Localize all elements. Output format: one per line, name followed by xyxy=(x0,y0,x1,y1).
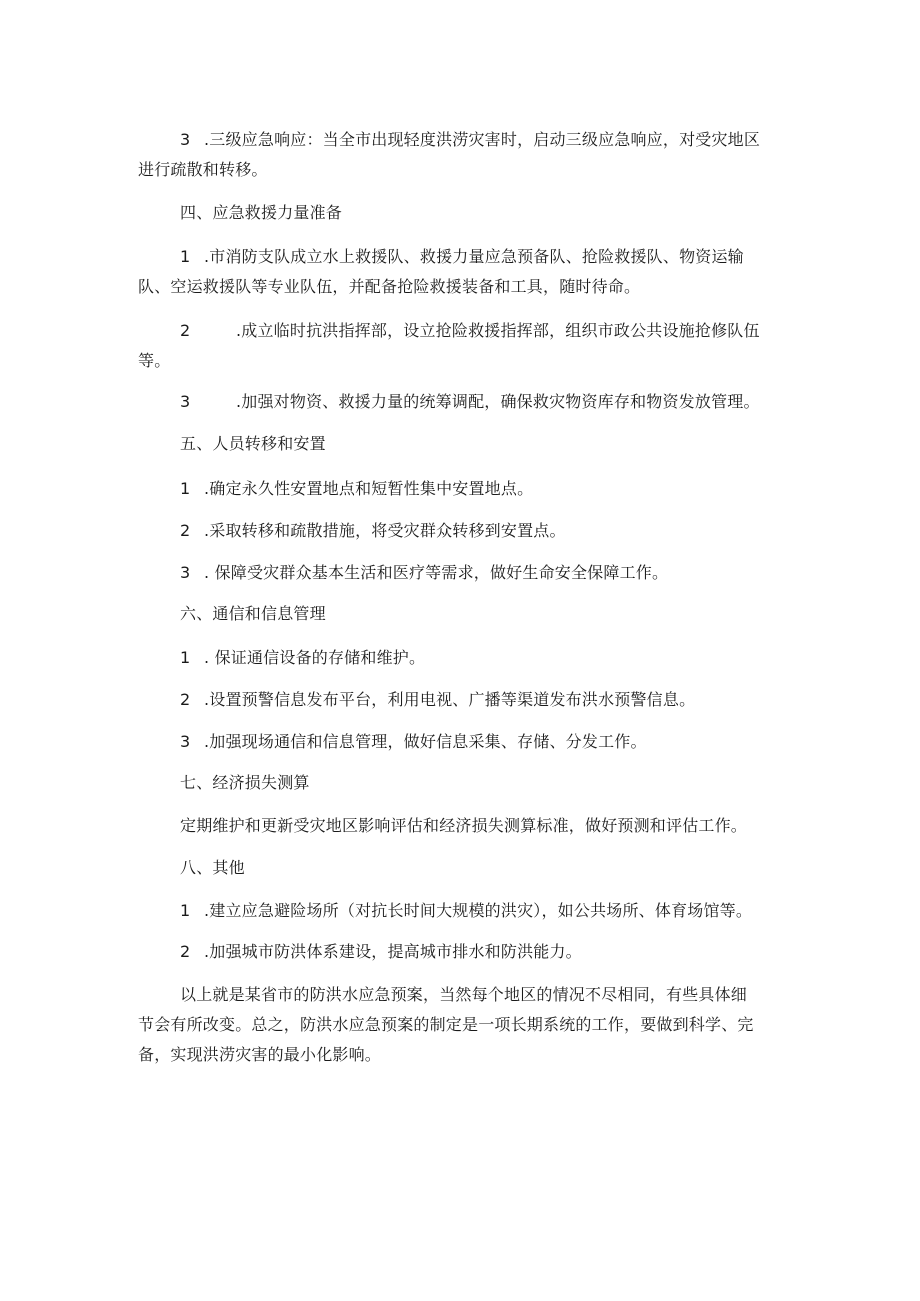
section-4-item-3 xyxy=(180,392,800,412)
section-5-item-3 xyxy=(180,563,800,583)
section-8-item-1 xyxy=(180,901,800,921)
section-6-item-3 xyxy=(180,732,800,752)
section-4-item-1-cont: 队、空运救援队等专业队伍，并配备抢险救援装备和工具，随时待命。 xyxy=(138,277,641,296)
section-4-heading: 四、应急救援力量准备 xyxy=(180,203,343,222)
item-number: 1 xyxy=(180,479,191,498)
section-7-paragraph: 定期维护和更新受灾地区影响评估和经济损失测算标准，做好预测和评估工作。 xyxy=(180,816,748,835)
item-number: 3 xyxy=(180,732,191,751)
item-text: .设置预警信息发布平台，利用电视、广播等渠道发布洪水预警信息。 xyxy=(204,690,696,709)
section-6-item-2 xyxy=(180,690,800,710)
section-5-heading: 五、人员转移和安置 xyxy=(180,434,326,453)
section-6-heading: 六、通信和信息管理 xyxy=(180,604,326,623)
item-text: .成立临时抗洪指挥部，设立抢险救援指挥部，组织市政公共设施抢修队伍 xyxy=(236,321,760,340)
item-number: 1 xyxy=(180,901,191,920)
item-text: .建立应急避险场所（对抗长时间大规模的洪灾），如公共场所、体育场馆等。 xyxy=(204,901,753,920)
item-text: .确定永久性安置地点和短暂性集中安置地点。 xyxy=(204,479,534,498)
section-4-item-2-cont: 等。 xyxy=(138,351,171,370)
item-text: .加强对物资、救援力量的统筹调配，确保救灾物资库存和物资发放管理。 xyxy=(236,392,760,411)
section-6-item-1 xyxy=(180,648,800,668)
section-5-item-2 xyxy=(180,521,800,541)
item-text: .市消防支队成立水上救援队、救援力量应急预备队、抢险救援队、物资运输 xyxy=(204,247,744,266)
section-8-item-2 xyxy=(180,942,800,962)
item-number: 3 xyxy=(180,392,191,411)
section-4-item-1 xyxy=(180,247,800,267)
section-8-heading: 八、其他 xyxy=(180,858,245,877)
item-number: 2 xyxy=(180,321,191,340)
item-number: 2 xyxy=(180,942,191,961)
item-number: 3 xyxy=(180,563,191,582)
item-number: 1 xyxy=(180,247,191,266)
section-7-heading: 七、经济损失测算 xyxy=(180,773,310,792)
item-text: .三级应急响应：当全市出现轻度洪涝灾害时，启动三级应急响应，对受灾地区 xyxy=(204,130,761,149)
item-text: .加强现场通信和信息管理，做好信息采集、存储、分发工作。 xyxy=(204,732,647,751)
section-4-item-2 xyxy=(180,321,800,341)
item-text: .采取转移和疏散措施，将受灾群众转移到安置点。 xyxy=(204,521,566,540)
item-number: 3 xyxy=(180,130,191,149)
item-three-level-response xyxy=(180,130,800,150)
item-text: . 保证通信设备的存储和维护。 xyxy=(204,648,426,667)
conclusion-line-3: 备，实现洪涝灾害的最小化影响。 xyxy=(138,1045,382,1064)
item-three-level-response-cont: 进行疏散和转移。 xyxy=(138,160,268,179)
item-number: 1 xyxy=(180,648,191,667)
conclusion-line-2: 节会有所改变。总之，防洪水应急预案的制定是一项长期系统的工作，要做到科学、完 xyxy=(138,1015,754,1034)
section-5-item-1 xyxy=(180,479,800,499)
item-number: 2 xyxy=(180,521,191,540)
item-text: .加强城市防洪体系建设，提高城市排水和防洪能力。 xyxy=(204,942,582,961)
item-text: . 保障受灾群众基本生活和医疗等需求，做好生命安全保障工作。 xyxy=(204,563,669,582)
conclusion-line-1: 以上就是某省市的防洪水应急预案，当然每个地区的情况不尽相同，有些具体细 xyxy=(180,985,748,1004)
item-number: 2 xyxy=(180,690,191,709)
